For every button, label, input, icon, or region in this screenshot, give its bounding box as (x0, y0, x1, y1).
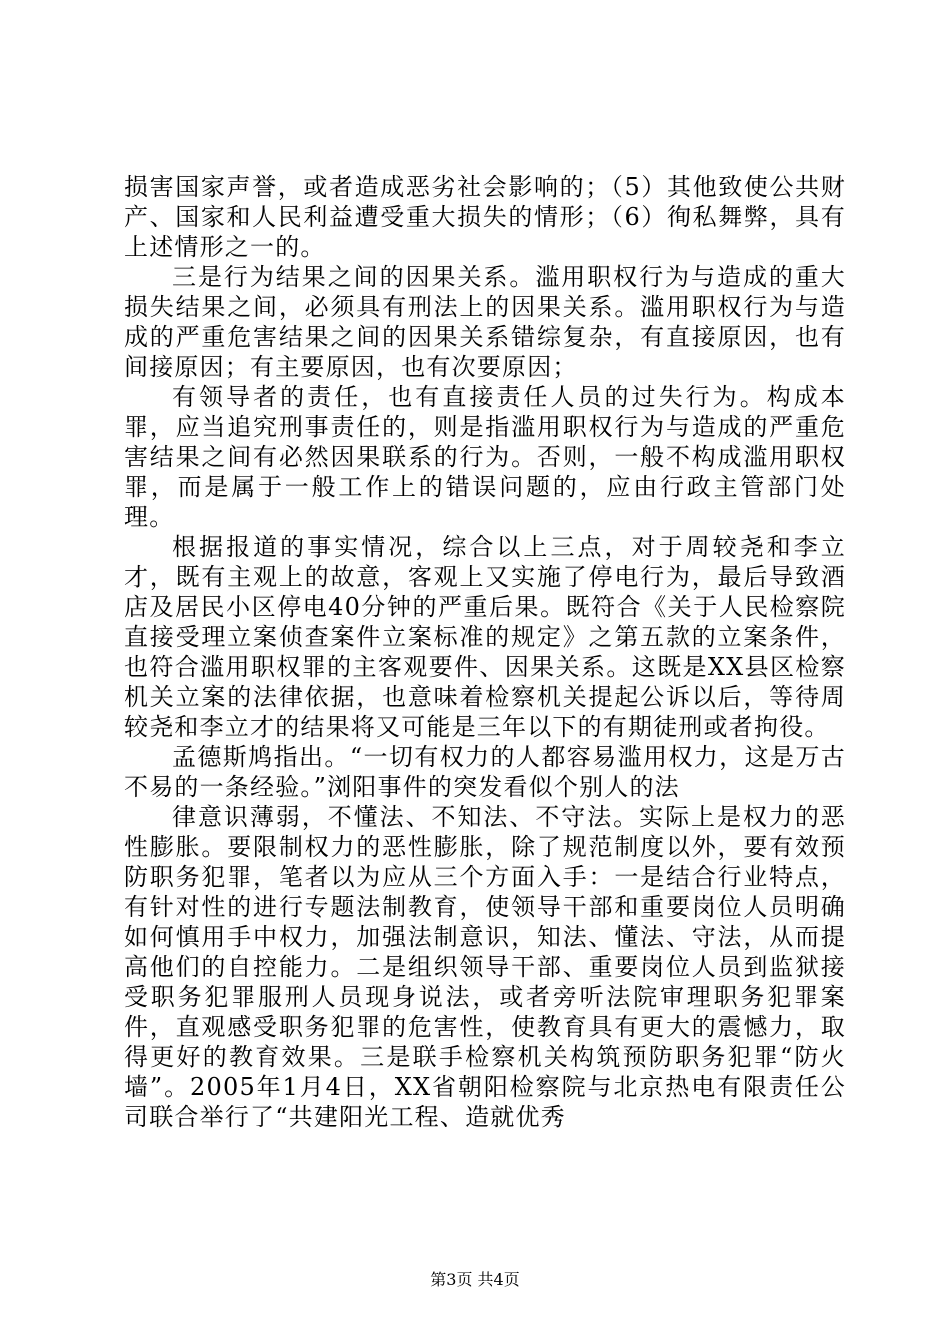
paragraph-1: 损害国家声誉，或者造成恶劣社会影响的；（5）其他致使公共财产、国家和人民利益遭受重大损失的情形；（6）徇私舞弊，具有上述情形之一的。 (124, 173, 846, 261)
paragraph-4: 根据报道的事实情况，综合以上三点，对于周较尧和李立才，既有主观上的故意，客观上又实施了停电行为，最后导致酒店及居民小区停电40分钟的严重后果。既符合《关于人民检察院直接受理立案侦查案件立案标准的规定》之第五款的立案条件，也符合滥用职权罪的主客观要件、因果关系。这既是XX县区检察机关立案的法律依据，也意味着检察机关提起公诉以后，等待周较尧和李立才的结果将又可能是三年以下的有期徒刑或者拘役。 (124, 533, 846, 741)
page-footer (0, 1270, 950, 1290)
document-body (124, 172, 846, 1132)
paragraph-2: 三是行为结果之间的因果关系。滥用职权行为与造成的重大损失结果之间，必须具有刑法上的因果关系。滥用职权行为与造成的严重危害结果之间的因果关系错综复杂，有直接原因，也有间接原因；有主要原因，也有次要原因； (124, 263, 846, 381)
page-number: 第3页 共4页 (430, 1270, 520, 1289)
paragraph-6: 律意识薄弱，不懂法、不知法、不守法。实际上是权力的恶性膨胀。要限制权力的恶性膨胀，除了规范制度以外，要有效预防职务犯罪，笔者以为应从三个方面入手：一是结合行业特点，有针对性的进行专题法制教育，使领导干部和重要岗位人员明确如何慎用手中权力，加强法制意识，知法、懂法、守法，从而提高他们的自控能力。二是组织领导干部、重要岗位人员到监狱接受职务犯罪服刑人员现身说法，或者旁听法院审理职务犯罪案件，直观感受职务犯罪的危害性，使教育具有更大的震憾力，取得更好的教育效果。三是联手检察机关构筑预防职务犯罪“防火墙”。2005年1月4日，XX省朝阳检察院与北京热电有限责任公司联合举行了“共建阳光工程、造就优秀 (124, 803, 846, 1131)
paragraph-3: 有领导者的责任，也有直接责任人员的过失行为。构成本罪，应当追究刑事责任的，则是指滥用职权行为与造成的严重危害结果之间有必然因果联系的行为。否则，一般不构成滥用职权罪，而是属于一般工作上的错误问题的，应由行政主管部门处理。 (124, 383, 846, 531)
paragraph-5: 孟德斯鸠指出。“一切有权力的人都容易滥用权力，这是万古不易的一条经验。”浏阳事件的突发看似个别人的法 (124, 743, 846, 801)
